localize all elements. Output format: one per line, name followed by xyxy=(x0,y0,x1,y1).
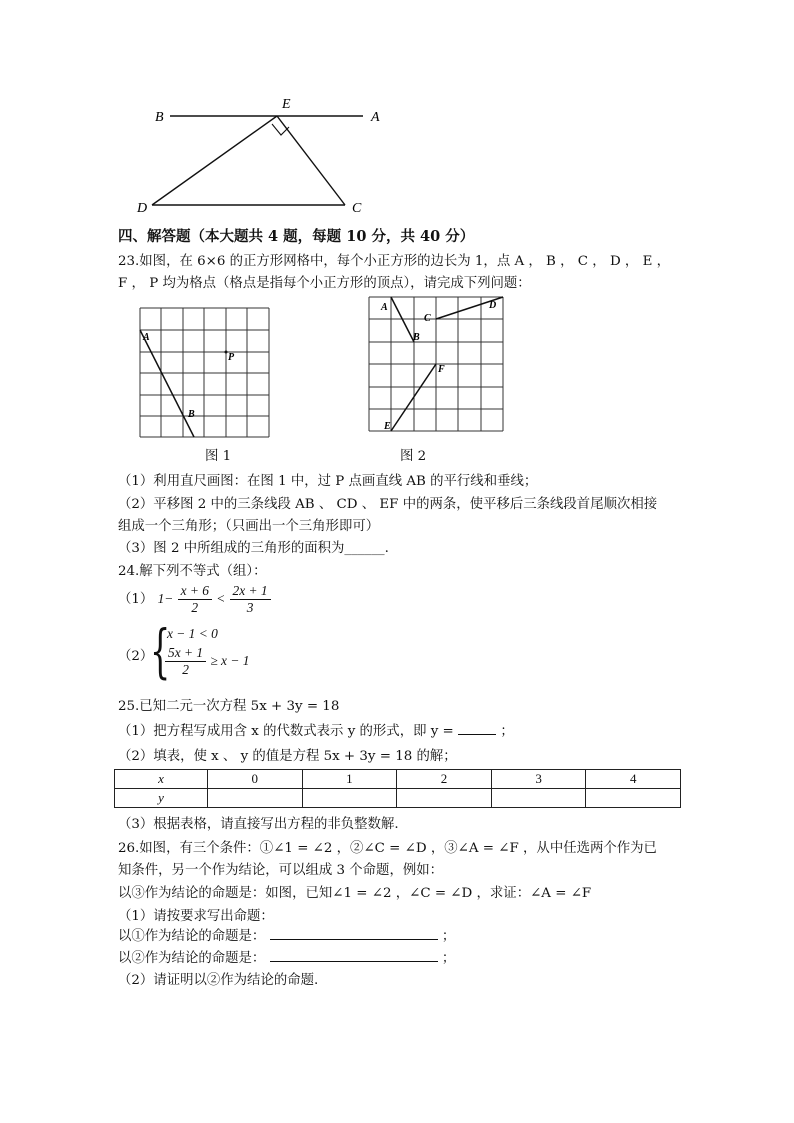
q26-line5-text: 以①作为结论的命题是： xyxy=(118,929,266,944)
q26-line5-semicolon: ； xyxy=(441,929,456,944)
table-cell: 2 xyxy=(397,770,492,789)
table-row xyxy=(115,770,681,789)
q24-part2-rhs: ≥ x − 1 xyxy=(210,653,250,668)
q26-line7: （2）请证明以②作为结论的命题. xyxy=(118,973,319,988)
q26-line6-answer-blank[interactable] xyxy=(270,948,438,962)
q24-title: 24.解下列不等式（组）： xyxy=(118,564,267,579)
q26-line6-semicolon: ； xyxy=(441,951,456,966)
q23-line1: 23.如图，在 6×6 的正方形网格中，每个小正方形的边长为 1，点 A ， B ， C ， D ， E ， xyxy=(118,254,671,269)
label-A: A xyxy=(371,110,380,125)
q24-part2-frac xyxy=(165,645,206,678)
q26-line2: 知条件，另一个作为结论，可以组成 3 个命题，例如： xyxy=(118,863,444,878)
q24-part2-frac-num: 5x + 1 xyxy=(165,645,206,662)
table-cell: 1 xyxy=(302,770,397,789)
section-heading: 四、解答题（本大题共 4 题，每题 10 分，共 40 分） xyxy=(118,228,475,245)
q24-part1-frac2 xyxy=(230,583,271,616)
q26-line6 xyxy=(118,947,455,966)
q26-line4: （1）请按要求写出命题： xyxy=(118,909,274,924)
right-angle-mark xyxy=(272,124,289,135)
fig1-label-P: P xyxy=(228,352,235,363)
label-C: C xyxy=(352,201,362,216)
q25-part1-answer-blank[interactable] xyxy=(458,721,496,735)
q24-part1 xyxy=(118,580,271,618)
q26-line6-text: 以②作为结论的命题是： xyxy=(118,951,266,966)
q25-part2: （2）填表，使 x 、 y 的值是方程 5x + 3y = 18 的解； xyxy=(118,749,457,764)
table-cell: y xyxy=(115,789,208,808)
q25-part1-text: （1）把方程写成用含 x 的代数式表示 y 的形式，即 y = xyxy=(118,724,454,739)
table-cell-blank[interactable] xyxy=(208,789,303,808)
figure-2-caption: 图 2 xyxy=(400,449,427,464)
q24-part1-frac1-num: x + 6 xyxy=(178,583,212,600)
q23-part3: （3）图 2 中所组成的三角形的面积为______. xyxy=(118,541,389,556)
table-cell-blank[interactable] xyxy=(491,789,586,808)
q23-part1: （1）利用直尺画图：在图 1 中，过 P 点画直线 AB 的平行线和垂线； xyxy=(118,474,538,489)
q24-part2-label: （2） xyxy=(118,649,154,664)
fig2-label-A: A xyxy=(381,302,388,313)
q24-part1-frac2-den: 3 xyxy=(246,600,254,615)
table-cell: 4 xyxy=(586,770,681,789)
q24-part1-frac2-num: 2x + 1 xyxy=(230,583,271,600)
q23-part2b: 组成一个三角形；（只画出一个三角形即可） xyxy=(118,519,380,534)
figure-1-caption: 图 1 xyxy=(205,449,232,464)
table-cell: 0 xyxy=(208,770,303,789)
q24-part1-lead: 1− xyxy=(157,591,174,606)
q23-part2a: （2）平移图 2 中的三条线段 AB 、 CD 、 EF 中的两条，使平移后三条线段首尾顺次相接 xyxy=(118,497,658,512)
segment-DE xyxy=(152,116,277,205)
q24-system-brace: { xyxy=(150,617,171,685)
label-D: D xyxy=(137,201,148,216)
table-cell-blank[interactable] xyxy=(397,789,492,808)
q24-part1-frac1 xyxy=(178,583,212,616)
q25-part1-semicolon: ； xyxy=(500,724,514,739)
fig1-label-A: A xyxy=(143,332,150,343)
top-geometry-figure xyxy=(0,0,794,230)
q25-title: 25.已知二元一次方程 5x + 3y = 18 xyxy=(118,699,340,714)
q24-part1-op: < xyxy=(216,591,226,606)
label-E: E xyxy=(282,97,291,112)
q26-line5-answer-blank[interactable] xyxy=(270,926,438,940)
table-cell: 3 xyxy=(491,770,586,789)
q23-line2: F ， P 均为格点（格点是指每个小正方形的顶点），请完成下列问题： xyxy=(118,276,531,291)
q25-value-table xyxy=(114,769,681,808)
table-cell-blank[interactable] xyxy=(586,789,681,808)
fig2-label-B: B xyxy=(413,332,420,343)
label-B: B xyxy=(155,110,164,125)
segment-AB-fig1 xyxy=(140,330,194,437)
q24-part2-frac-den: 2 xyxy=(182,662,189,677)
figure-2-grid xyxy=(360,292,510,437)
q24-part1-label: （1） xyxy=(118,592,154,607)
q26-line1: 26.如图，有三个条件：①∠1 = ∠2 ，②∠C = ∠D ，③∠A = ∠F ，从中任选两个作为已 xyxy=(118,841,657,856)
fig2-label-F: F xyxy=(438,364,445,375)
q24-part2-line2 xyxy=(165,645,249,678)
fig1-label-B: B xyxy=(188,409,195,420)
table-cell: x xyxy=(115,770,208,789)
fig2-label-C: C xyxy=(424,313,431,324)
q24-part1-frac1-den: 2 xyxy=(191,600,199,615)
q25-part3: （3）根据表格，请直接写出方程的非负整数解. xyxy=(118,817,399,832)
figure-1-grid xyxy=(130,300,280,445)
fig2-label-D: D xyxy=(489,300,497,311)
table-row xyxy=(115,789,681,808)
q25-part1 xyxy=(118,720,514,739)
table-cell-blank[interactable] xyxy=(302,789,397,808)
q26-line5 xyxy=(118,925,455,944)
q26-line3: 以③作为结论的命题是：如图，已知∠1 = ∠2 ，∠C = ∠D ，求证：∠A = ∠F xyxy=(118,886,592,901)
q24-part2-line1: x − 1 < 0 xyxy=(167,626,218,641)
fig2-label-E: E xyxy=(384,421,391,432)
